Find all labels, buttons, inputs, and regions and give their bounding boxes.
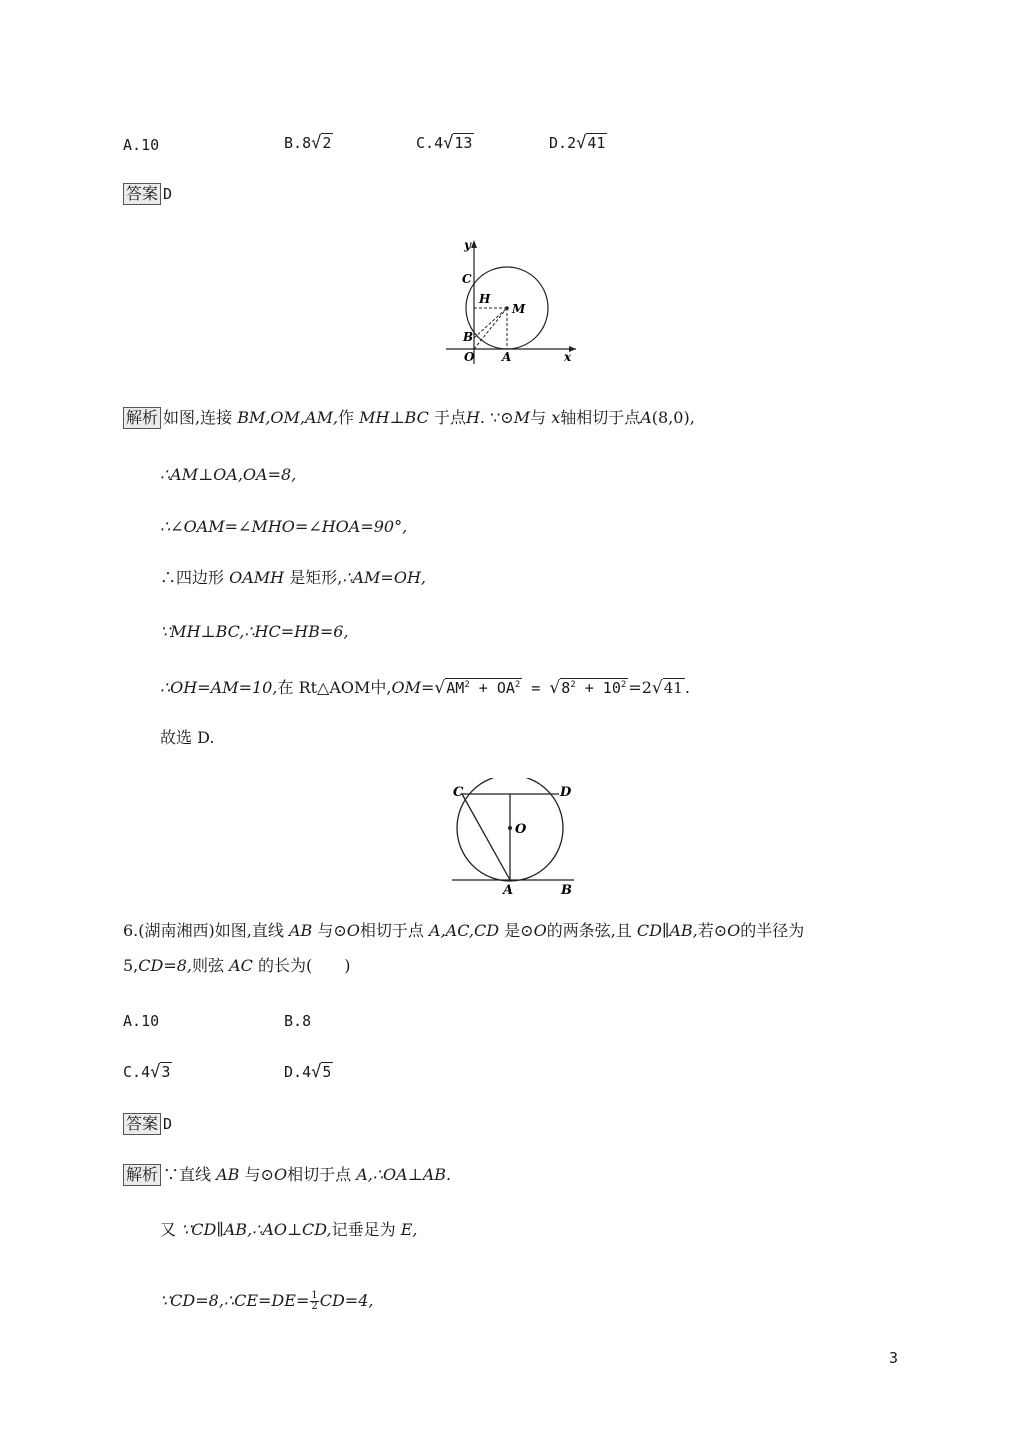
q5-analysis-line-3: ∴∠OAM=∠MHO=∠HOA=90°, — [160, 517, 408, 536]
page-number: 3 — [889, 1349, 899, 1367]
answer-tag: 答案 — [123, 183, 161, 205]
q5-analysis-line-2: ∴AM⊥OA,OA=8, — [160, 465, 297, 484]
label-a: A — [503, 883, 514, 898]
label-m: M — [512, 302, 526, 316]
q6-option-c: C.4√3 — [123, 1062, 171, 1082]
q5-analysis-line-1: 解析 如图,连接 BM,OM,AM,作 MH⊥BC 于点H. ∵⊙M与 x轴相切于点A(8,0), — [123, 407, 695, 429]
label-b: B — [463, 330, 474, 344]
q5-analysis-line-7: 故选 D. — [160, 728, 215, 747]
y-axis-arrow — [471, 240, 477, 248]
q6-option-a: A.10 — [123, 1012, 160, 1030]
fraction-one-half: $\frac{1}{2}$ — [311, 1290, 318, 1312]
q5-option-c: C.4√13 — [416, 133, 473, 153]
label-h: H — [479, 292, 491, 306]
q5-option-b: B.8√2 — [284, 133, 332, 153]
label-c: C — [462, 272, 472, 286]
point-m — [505, 306, 509, 310]
figure-circle-tangent-x-axis — [440, 236, 580, 366]
q6-analysis-line-2: 又 ∵CD∥AB,∴AO⊥CD,记垂足为 E, — [160, 1220, 418, 1239]
q5-answer: 答案 D — [123, 183, 172, 205]
q6-option-b: B.8 — [284, 1012, 312, 1030]
q6-analysis-line-1: 解析 ∵直线 AB 与⊙O相切于点 A,∴OA⊥AB. — [123, 1164, 451, 1186]
label-d: D — [560, 785, 572, 800]
label-x: x — [564, 350, 572, 364]
label-y: y — [464, 238, 471, 252]
q6-stem-line-1: 6.(湖南湘西)如图,直线 AB 与⊙O相切于点 A,AC,CD 是⊙O的两条弦,且 CD∥AB,若⊙O的半径为 — [123, 921, 805, 940]
label-a: A — [502, 350, 512, 364]
segment-bm — [474, 308, 507, 338]
q5-option-d: D.2√41 — [549, 133, 606, 153]
label-o: O — [515, 822, 527, 837]
label-b: B — [561, 883, 572, 898]
q6-stem-line-2: 5,CD=8,则弦 AC 的长为( ) — [123, 956, 351, 975]
analysis-tag: 解析 — [123, 407, 161, 429]
q6-option-d: D.4√5 — [284, 1062, 332, 1082]
chord-ac — [462, 794, 510, 880]
q5-analysis-line-5: ∵MH⊥BC,∴HC=HB=6, — [160, 622, 349, 641]
q5-analysis-line-6: ∴OH=AM=10,在 Rt△AOM中$,OM=√AM^2 + OA^2 = √8^2 + 10^2 =2√41$ . — [160, 678, 690, 698]
q6-analysis-line-3: ∵CD=8,∴CE=DE= $\frac{1}{2}$ CD=4, — [160, 1290, 374, 1312]
q5-analysis-line-4: ∴四边形 OAMH 是矩形,∴AM=OH, — [160, 568, 426, 587]
figure-circle-tangent-chord — [448, 778, 584, 898]
label-o: O — [464, 350, 475, 364]
segment-om — [474, 308, 507, 349]
answer-tag: 答案 — [123, 1113, 161, 1135]
point-o — [508, 826, 512, 830]
q6-answer: 答案 D — [123, 1113, 172, 1135]
analysis-tag: 解析 — [123, 1164, 161, 1186]
q5-option-a: A.10 — [123, 136, 160, 154]
label-c: C — [453, 785, 464, 800]
